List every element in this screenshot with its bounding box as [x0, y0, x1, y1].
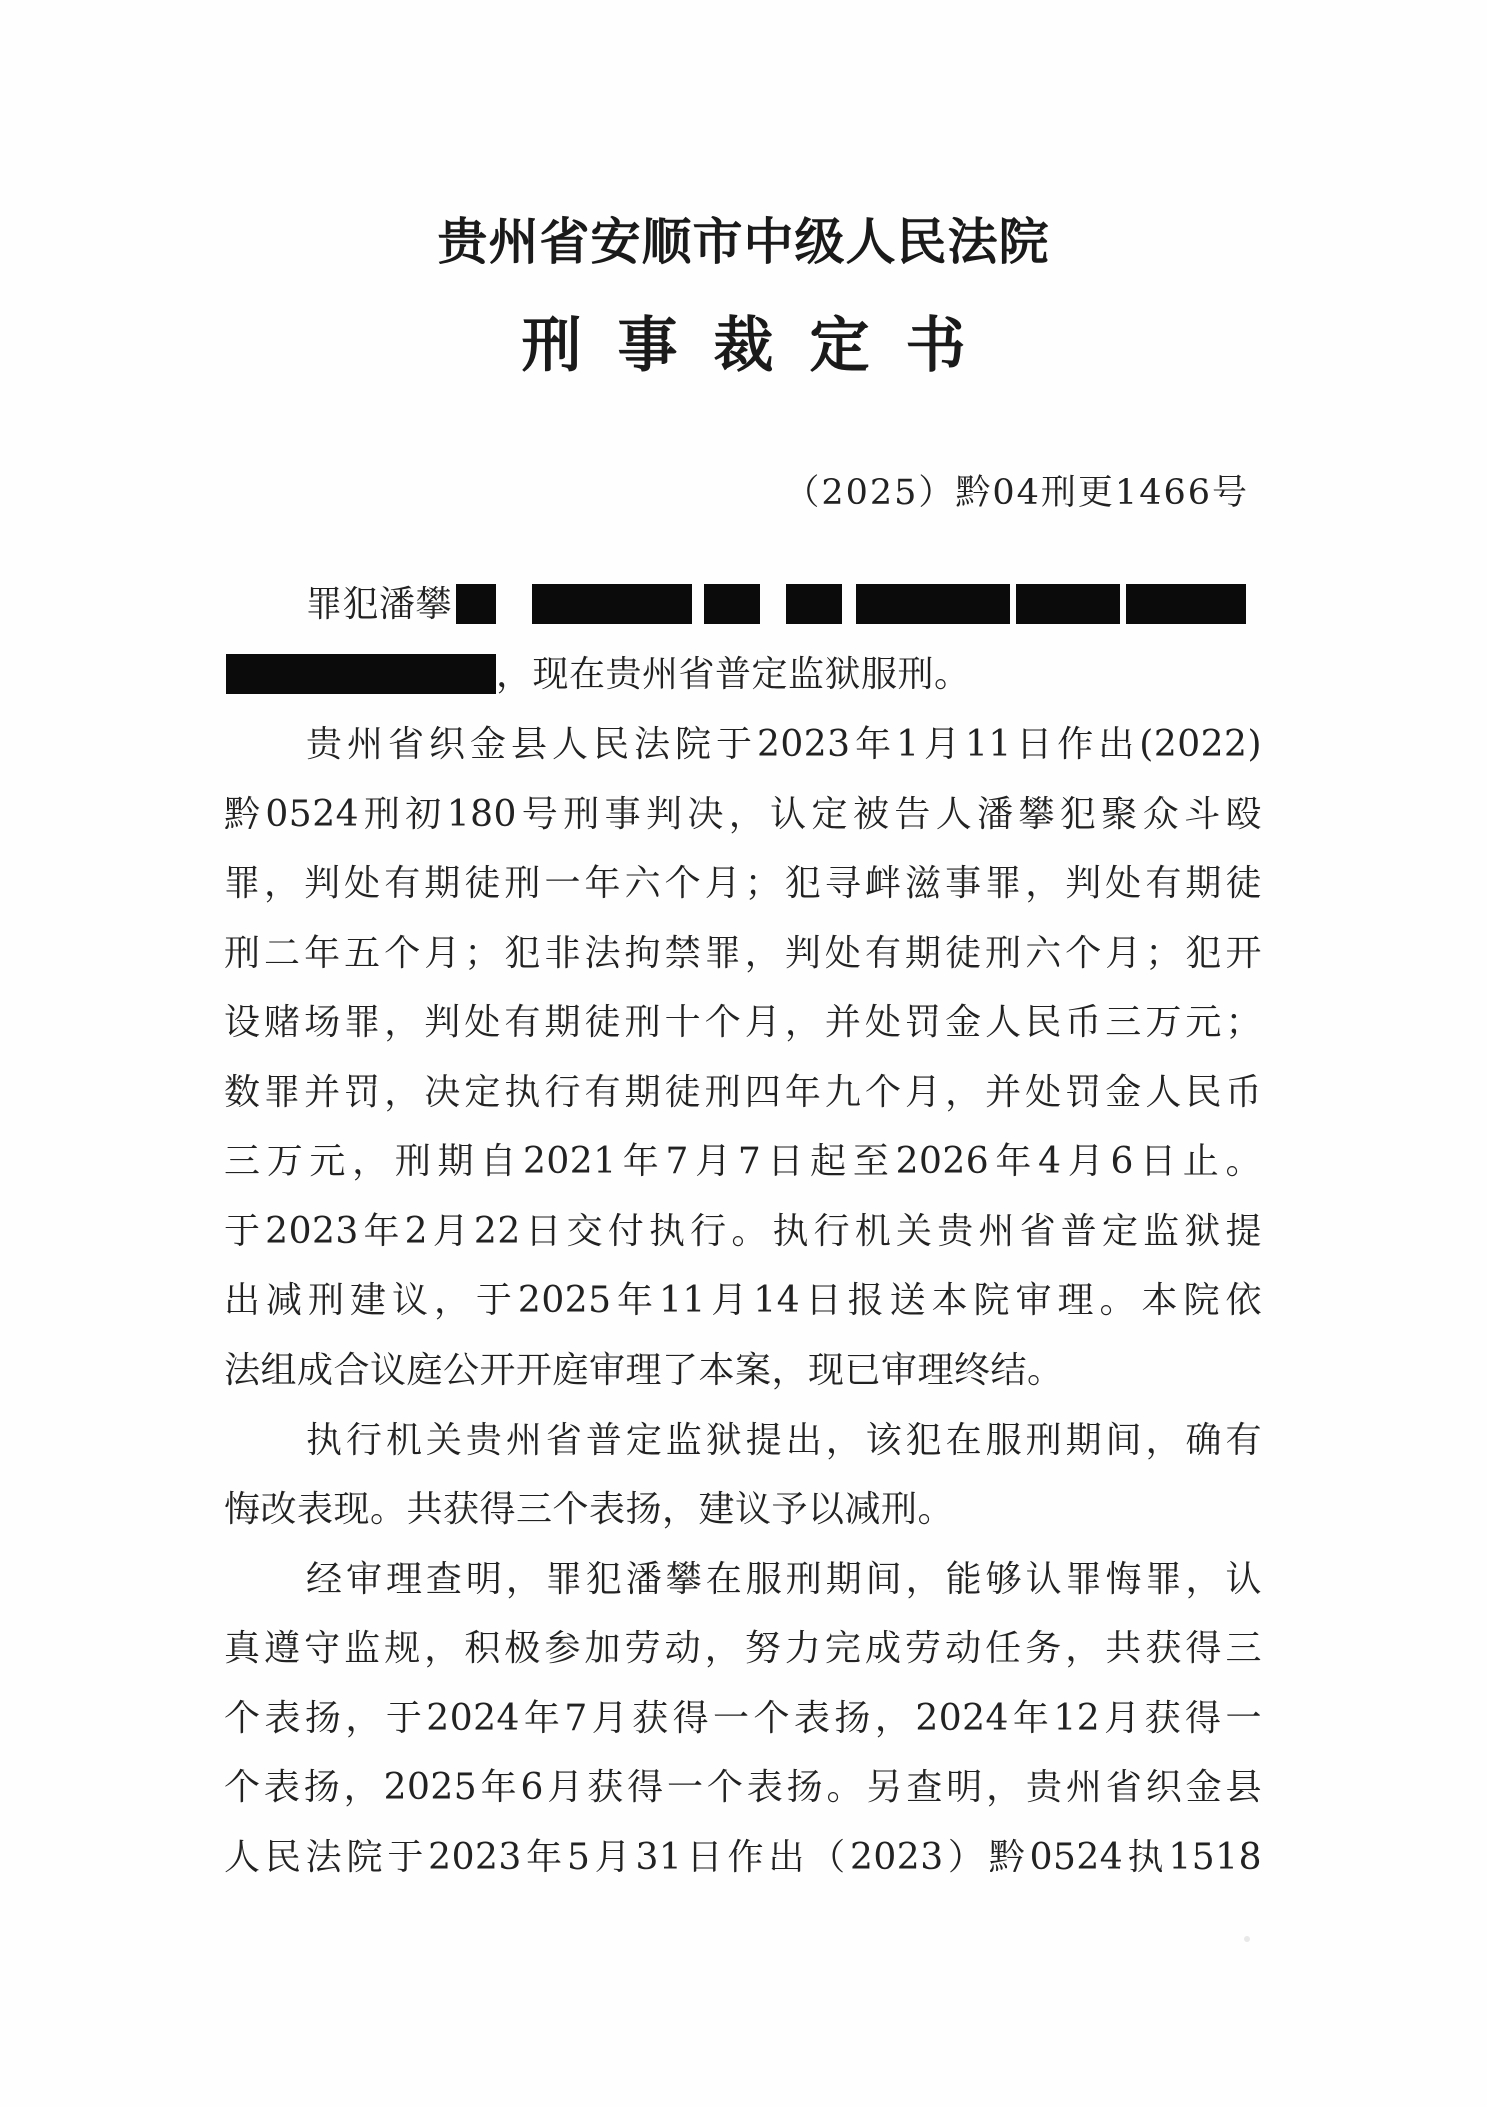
paragraph-4-line-3: 个表扬，于2024年7月获得一个表扬，2024年12月获得一 — [224, 1698, 1262, 1739]
paragraph-1-line-1: 罪犯潘攀 — [306, 584, 453, 625]
paragraph-2-line-9: 出减刑建议，于2025年11月14日报送本院审理。本院依 — [224, 1280, 1262, 1321]
paragraph-2-line-3: 罪，判处有期徒刑一年六个月；犯寻衅滋事罪，判处有期徒 — [224, 863, 1262, 904]
redaction-block — [704, 584, 760, 624]
case-number: （2025）黔04刑更1466号 — [784, 473, 1249, 513]
paragraph-1-line-2: ，现在贵州省普定监狱服刑。 — [496, 654, 971, 695]
paragraph-2-line-7: 三万元，刑期自2021年7月7日起至2026年4月6日止。 — [224, 1141, 1262, 1182]
court-name: 贵州省安顺市中级人民法院 — [437, 213, 1050, 271]
paragraph-4-line-4: 个表扬，2025年6月获得一个表扬。另查明，贵州省织金县 — [224, 1767, 1262, 1808]
paragraph-2-line-5: 设赌场罪，判处有期徒刑十个月，并处罚金人民币三万元； — [224, 1002, 1262, 1043]
paragraph-2-line-4: 刑二年五个月；犯非法拘禁罪，判处有期徒刑六个月；犯开 — [224, 933, 1262, 974]
redaction-block — [226, 654, 496, 694]
paragraph-2-line-10: 法组成合议庭公开开庭审理了本案，现已审理终结。 — [224, 1350, 1064, 1391]
paragraph-2-line-6: 数罪并罚，决定执行有期徒刑四年九个月，并处罚金人民币 — [224, 1072, 1262, 1113]
document-type: 刑事裁定书 — [521, 311, 1002, 381]
paragraph-2-line-1: 贵州省织金县人民法院于2023年1月11日作出(2022) — [306, 724, 1262, 765]
paragraph-3-line-1: 执行机关贵州省普定监狱提出，该犯在服刑期间，确有 — [306, 1420, 1262, 1461]
redaction-block — [1016, 584, 1120, 624]
paragraph-4-line-1: 经审理查明，罪犯潘攀在服刑期间，能够认罪悔罪，认 — [306, 1559, 1262, 1600]
paragraph-3-line-2: 悔改表现。共获得三个表扬，建议予以减刑。 — [224, 1489, 955, 1530]
redaction-block — [532, 584, 692, 624]
redaction-block — [856, 584, 1010, 624]
redaction-block — [786, 584, 842, 624]
paragraph-2-line-8: 于2023年2月22日交付执行。执行机关贵州省普定监狱提 — [224, 1211, 1262, 1252]
redaction-block — [456, 584, 496, 624]
scan-speck — [1244, 1936, 1250, 1942]
paragraph-4-line-2: 真遵守监规，积极参加劳动，努力完成劳动任务，共获得三 — [224, 1628, 1262, 1669]
redaction-block — [1126, 584, 1246, 624]
paragraph-4-line-5: 人民法院于2023年5月31日作出（2023）黔0524执1518 — [224, 1837, 1262, 1878]
paragraph-2-line-2: 黔0524刑初180号刑事判决，认定被告人潘攀犯聚众斗殴 — [224, 794, 1262, 835]
